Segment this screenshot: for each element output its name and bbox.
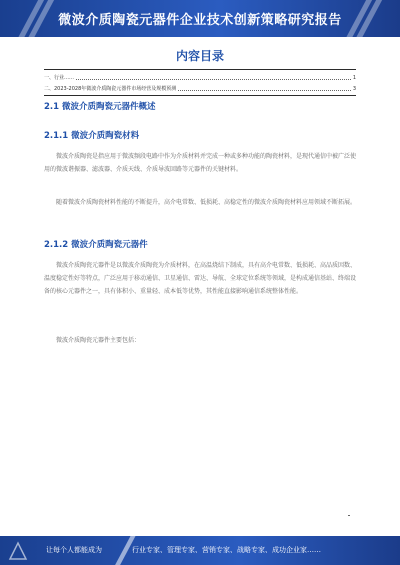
toc-entry-1[interactable] (44, 74, 356, 81)
page-mark (348, 515, 350, 516)
footer-slogan-left: 让每个人都能成为 (46, 546, 102, 554)
footer-slogan-right: 行业专家、管理专家、营销专家、战略专家、成功企业家…… (132, 546, 321, 554)
section-heading-2-1-2: 2.1.2 微波介质陶瓷元器件 (44, 240, 148, 250)
toc-heading: 内容目录 (175, 49, 224, 63)
toc-entry-2[interactable] (44, 85, 356, 92)
report-footer-banner (0, 536, 400, 565)
toc-entry-label: 一、行业…… (44, 75, 75, 81)
paragraph: 微波介质陶瓷元器件是以微波介质陶瓷为介质材料，在高温烧结下制成，具有高介电常数、低损耗、高品质因数、温度稳定性好等特点，广泛应用于移动通信、卫星通信、雷达、导航、全球定位系统等领域，是构成通信基站、终端设备的核心元器件之一，具有体积小、重量轻、成本低等优势，其性能直接影响通信系统整体性能。 (44, 262, 357, 295)
toc-entry-label: 二、2023-2028年微波介质陶瓷元器件市场经营及规模预测 (44, 86, 177, 92)
paragraph: 随着微波介质陶瓷材料性能的不断提升，高介电常数、低损耗、高稳定性的微波介质陶瓷材料应用领域不断拓展。 (56, 199, 357, 206)
toc-entry-page: 1 (352, 75, 356, 81)
toc-bottom-rule (44, 95, 356, 96)
toc-entry-page: 3 (352, 86, 356, 92)
section-heading-2-1-1: 2.1.1 微波介质陶瓷材料 (44, 131, 140, 141)
report-header-banner (0, 0, 400, 37)
report-title: 微波介质陶瓷元器件企业技术创新策略研究报告 (58, 13, 342, 28)
section-heading-2-1: 2.1 微波介质陶瓷元器件概述 (44, 102, 156, 112)
toc-top-rule (44, 69, 356, 70)
paragraph: 微波介质陶瓷是指应用于微波频段电路中作为介质材料并完成一种或多种功能的陶瓷材料，是现代通信中被广泛使用的微波谐振器、滤波器、介质天线、介质导波回路等元器件的关键材料。 (44, 153, 357, 173)
toc-leader-dots (76, 79, 351, 80)
toc-leader-dots (178, 90, 351, 91)
footer-logo-icon (8, 541, 28, 561)
paragraph: 微波介质陶瓷元器件主要包括： (56, 337, 141, 344)
